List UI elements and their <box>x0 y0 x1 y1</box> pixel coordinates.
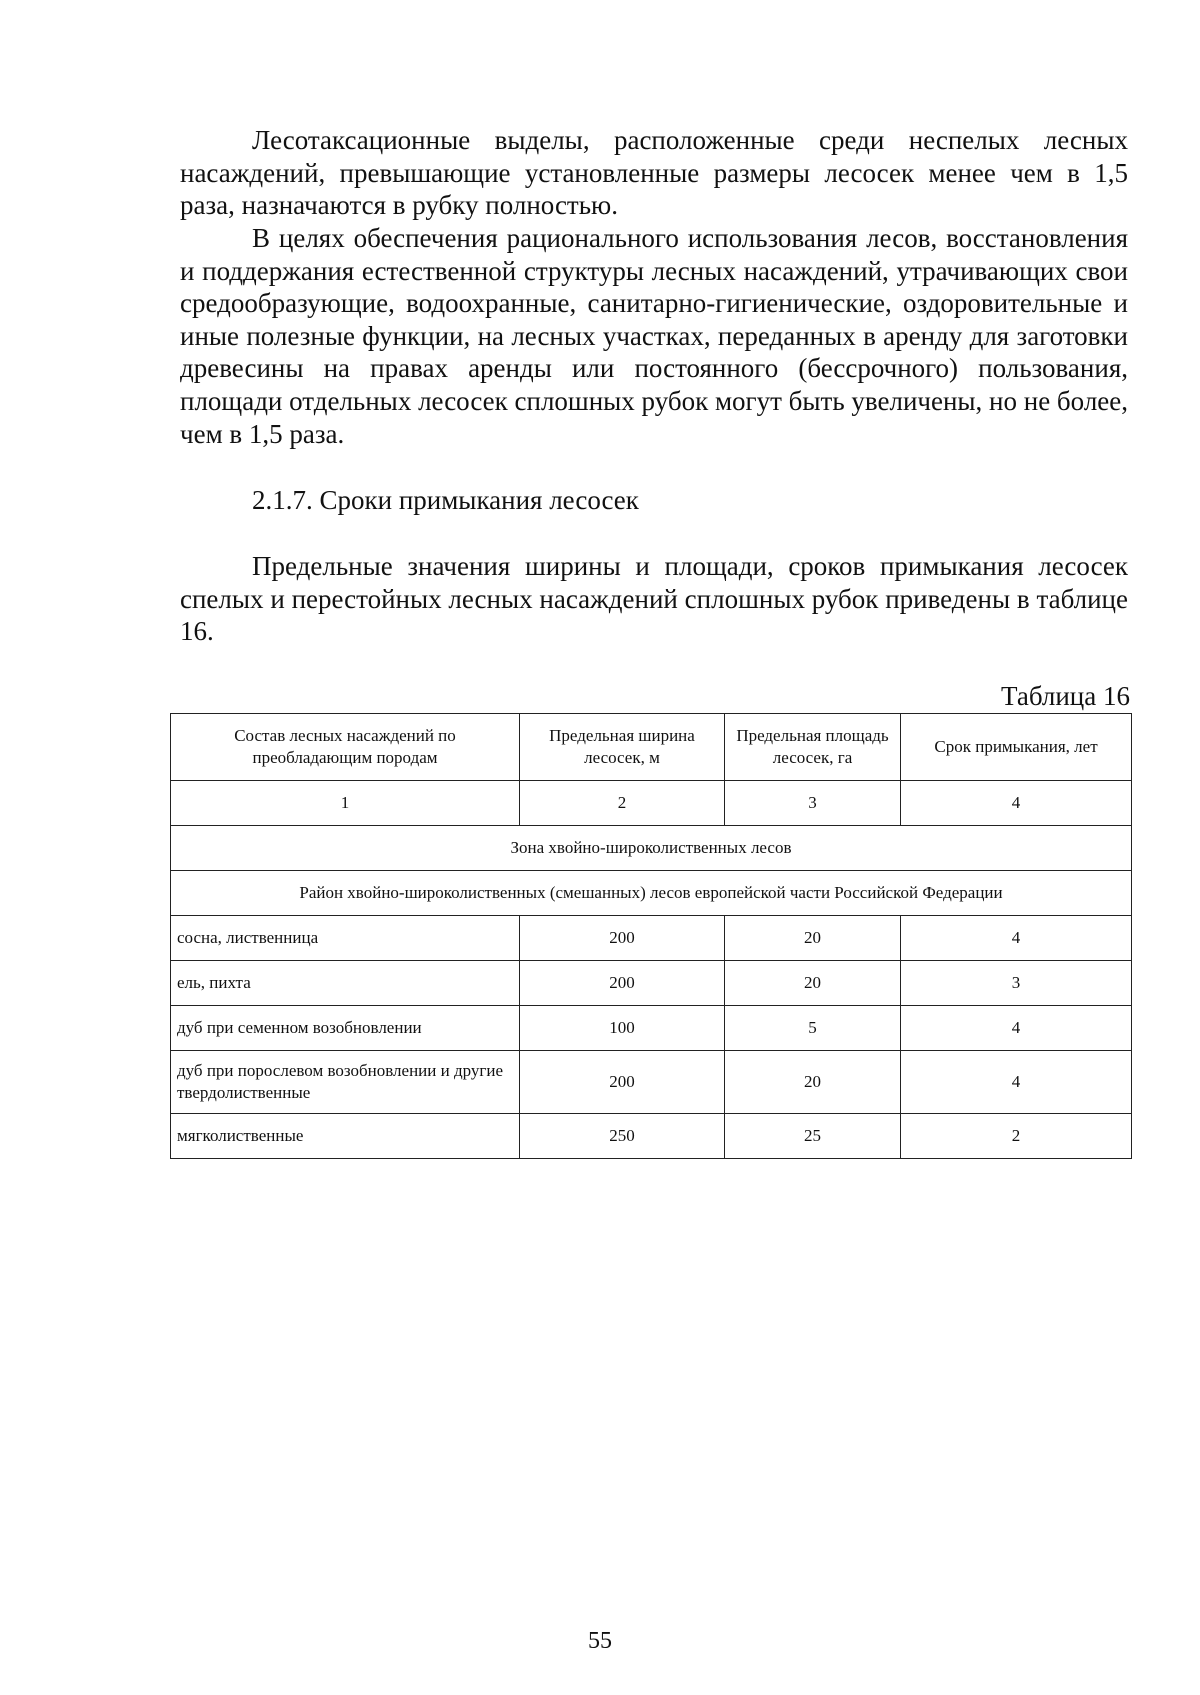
header-term: Срок примыкания, лет <box>901 714 1132 781</box>
column-number-row <box>171 781 1132 826</box>
page-number: 55 <box>588 1628 612 1654</box>
term-cell: 4 <box>901 1051 1132 1114</box>
column-number: 4 <box>901 781 1132 826</box>
section-heading: 2.1.7. Сроки примыкания лесосек <box>252 485 639 515</box>
header-width: Предельная ширина лесосек, м <box>520 714 725 781</box>
area-cell: 20 <box>725 1051 901 1114</box>
header-area: Предельная площадь лесосек, га <box>725 714 901 781</box>
paragraph-3-text: Предельные значения ширины и площади, сроков примыкания лесосек спелых и перестойных лесных насаждений сплошных рубок приведены в таблице 16. <box>180 551 1128 647</box>
area-cell: 25 <box>725 1114 901 1159</box>
zone-row <box>171 826 1132 871</box>
table-row <box>171 916 1132 961</box>
term-cell: 4 <box>901 916 1132 961</box>
table-header-row <box>171 714 1132 781</box>
paragraph-3 <box>180 550 1128 648</box>
paragraph-2 <box>180 222 1128 450</box>
header-composition: Состав лесных насаждений по преобладающим породам <box>171 714 520 781</box>
paragraph-1-text: Лесотаксационные выделы, расположенные среди неспелых лесных насаждений, превышающие установленные размеры лесосек менее чем в 1,5 раза, назначаются в рубку полностью. <box>180 125 1128 221</box>
species-cell: мягколиственные <box>171 1114 520 1159</box>
width-cell: 250 <box>520 1114 725 1159</box>
paragraph-2-text: В целях обеспечения рационального использования лесов, восстановления и поддержания естественной структуры лесных насаждений, утрачивающих свои средообразующие, водоохранные, санитарно-гигиенические, оздоровительные и иные полезные функции, на лесных участках, переданных в аренду для заготовки древесины на правах аренды или постоянного (бессрочного) пользования, площади отдельных лесосек сплошных рубок могут быть увеличены, но не более, чем в 1,5 раза. <box>180 223 1129 449</box>
term-cell: 4 <box>901 1006 1132 1051</box>
area-cell: 20 <box>725 961 901 1006</box>
table-caption: Таблица 16 <box>1001 681 1130 711</box>
table-row <box>171 1006 1132 1051</box>
region-label: Район хвойно-широколиственных (смешанных) лесов европейской части Российской Федерации <box>171 871 1132 916</box>
region-row <box>171 871 1132 916</box>
term-cell: 2 <box>901 1114 1132 1159</box>
species-cell: дуб при порослевом возобновлении и другие твердолиственные <box>171 1051 520 1114</box>
zone-label: Зона хвойно-широколиственных лесов <box>171 826 1132 871</box>
area-cell: 20 <box>725 916 901 961</box>
column-number: 1 <box>171 781 520 826</box>
limits-table <box>170 713 1132 1159</box>
species-cell: дуб при семенном возобновлении <box>171 1006 520 1051</box>
table-row <box>171 961 1132 1006</box>
area-cell: 5 <box>725 1006 901 1051</box>
column-number: 2 <box>520 781 725 826</box>
width-cell: 200 <box>520 916 725 961</box>
table-row <box>171 1051 1132 1114</box>
species-cell: сосна, лиственница <box>171 916 520 961</box>
species-cell: ель, пихта <box>171 961 520 1006</box>
table-row <box>171 1114 1132 1159</box>
term-cell: 3 <box>901 961 1132 1006</box>
width-cell: 200 <box>520 961 725 1006</box>
column-number: 3 <box>725 781 901 826</box>
paragraph-1 <box>180 124 1128 222</box>
width-cell: 200 <box>520 1051 725 1114</box>
width-cell: 100 <box>520 1006 725 1051</box>
